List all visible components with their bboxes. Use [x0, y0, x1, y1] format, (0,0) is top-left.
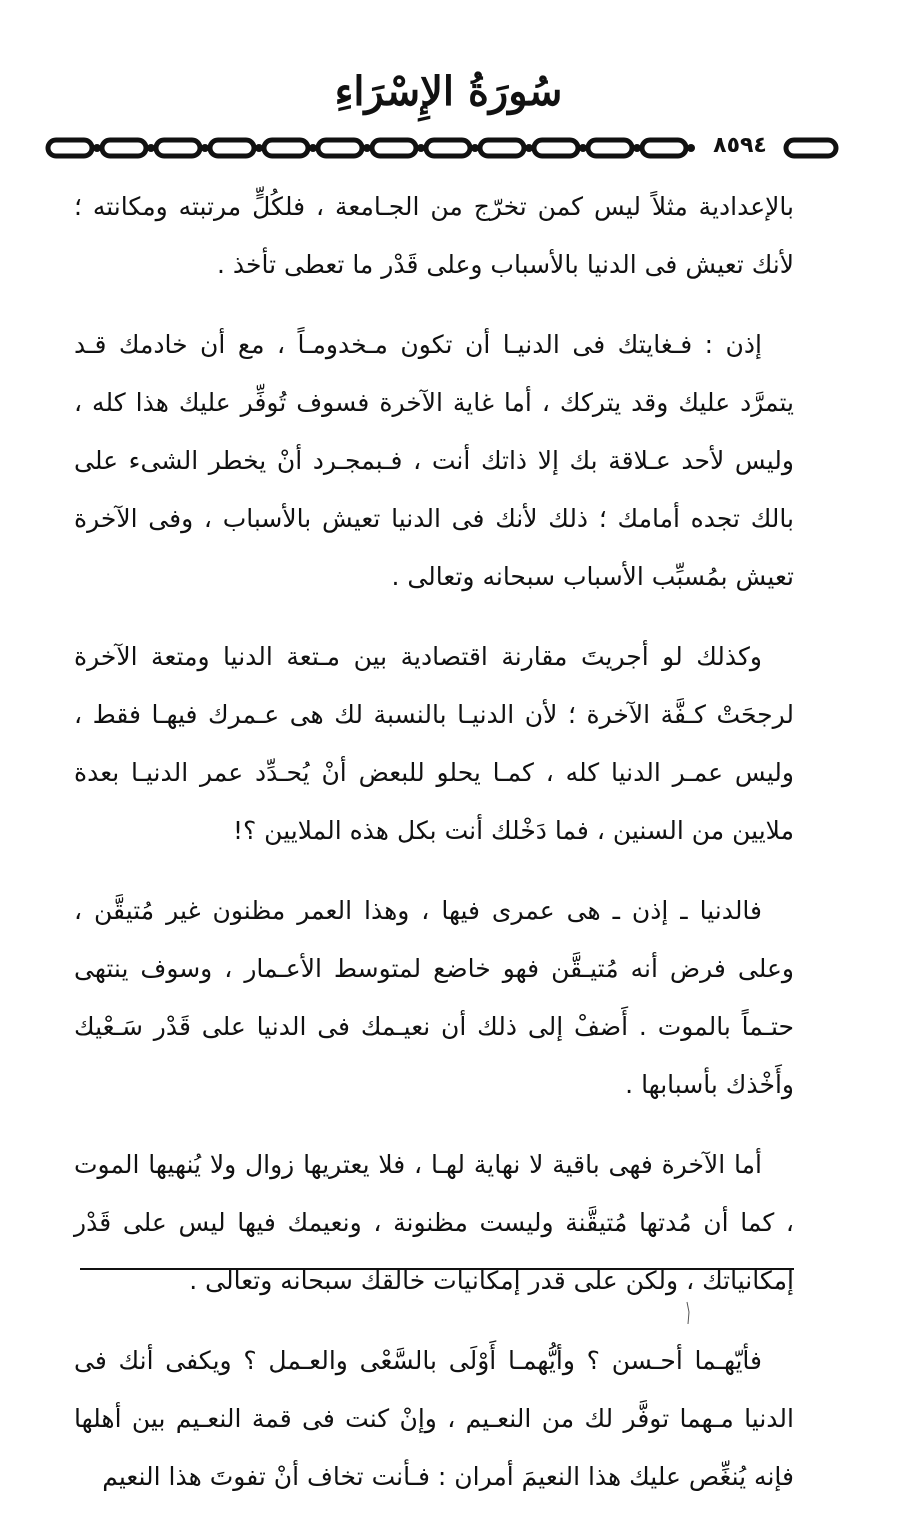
page-number: ٨٥٩٤: [713, 133, 767, 158]
paragraph-1: بالإعدادية مثلاً ليس كمن تخرّج من الجـامعة ، فلكُلٍّ مرتبته ومكانته ؛ لأنك تعيش فى الدنيا بالأسباب وعلى قَدْر ما تعطى تأخذ .: [74, 192, 794, 279]
paragraph-4: فالدنيا ـ إذن ـ هى عمرى فيها ، وهذا العمر مظنون غير مُتيقَّن ، وعلى فرض أنه مُتيـقَّن فهو خاضع لمتوسط الأعـمار ، وسوف ينتهى حتـماً بالموت . أَضفْ إلى ذلك أن نعيـمك فى الدنيا على قَدْر سَـعْيك وأَخْذك بأسبابها .: [74, 896, 794, 1099]
paragraph-2: إذن : فـغايتك فى الدنيـا أن تكون مـخدومـاً ، مع أن خادمك قـد يتمرَّد عليك وقد يتركك ، أما غاية الآخرة فسوف تُوفِّر عليك هذا كله ، وليس لأحد عـلاقة بك إلا ذاتك أنت ، فـبمجـرد أنْ يخطر الشىء على بالك تجده أمامك ؛ ذلك لأنك فى الدنيا تعيش بالأسباب ، وفى الآخرة تعيش بمُسبِّب الأسباب سبحانه وتعالى .: [74, 330, 794, 591]
paragraph-5: أما الآخرة فهى باقية لا نهاية لهـا ، فلا يعتريها زوال ولا يُنهيها الموت ، كما أن مُدتها مُتيقَّنة وليست مظنونة ، ونعيمك فيها ليس على قَدْر إمكانياتك ، ولكن على قدر إمكانيات خالقك سبحانه وتعالى .: [74, 1150, 794, 1295]
paragraph-3: وكذلك لو أجريتَ مقارنة اقتصادية بين مـتعة الدنيا ومتعة الآخرة لرجحَتْ كـفَّة الآخرة ؛ لأن الدنيـا بالنسبة لك هى عـمرك فيهـا فقط ، وليس عمـر الدنيا كله ، كمـا يحلو للبعض أنْ يُحـدِّد عمر الدنيـا بعدة ملايين من السنين ، فما دَخْلك أنت بكل هذه الملايين ؟!: [74, 642, 794, 845]
paragraph-6: فأيّهـما أحـسن ؟ وأيُّهمـا أَوْلَى بالسَّعْى والعـمل ؟ ويكفى أنك فى الدنيا مـهما توفَّر لك من النعـيم ، وإنْ كنت فى قمة النعـيم بين أهلها فإنه يُنغِّص عليك هذا النعيمَ أمران : فـأنت تخاف أنْ تفوتَ هذا النعيم: [74, 1346, 794, 1491]
scan-artifact-mark: [685, 1300, 693, 1326]
surah-title: سُورَةُ الإِسْرَاءِ: [334, 68, 563, 115]
footer-divider: [80, 1268, 794, 1270]
